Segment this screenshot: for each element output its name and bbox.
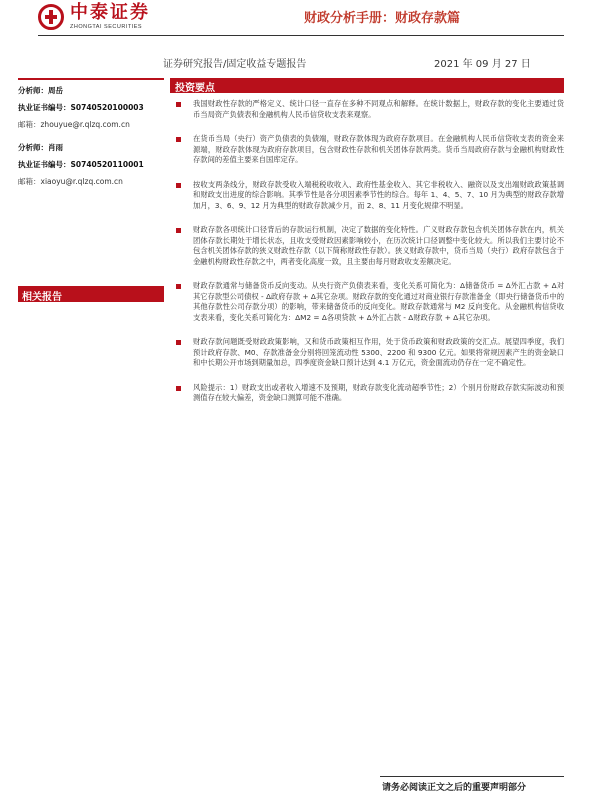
analyst-cert: S0740520100003 <box>70 102 144 112</box>
bullet-text: 按收支两条线分，财政存款受收入端税税收收入、政府性基金收入、其它非税收入、融资以及支出端财政政策基调和财政支出进度的综合影响。其季节性是各分项因素季节性的综合。每年 1、4、5、7、10 月为典型的财政存款增加月，3、6、9、12 月为典型的财政存款减少月，而 2、8、11 月变化规律不明显。 <box>193 179 564 210</box>
header-divider <box>38 35 564 36</box>
company-logo <box>38 3 150 31</box>
report-date: 2021 年 09 月 27 日 <box>434 59 531 70</box>
bullet-text: 财政存款各项统计口径背后的存款运行机制，决定了数据的变化特性。广义财政存款包含机关团体存款在内，机关团体存款长期处于增长状态，且收支受财政因素影响较小，在历次统计口径调整中变化较大。所以我们主要讨论不包含机关团体存款的狭义财政性存款（以下简称财政性存款）。狭义财政存款中，货币当局（央行）政府存款包含于金融机构财政性存款之中，两者变化高度一致，且主要由每月财政收支差额决定。 <box>193 225 564 266</box>
list-item <box>176 337 564 369</box>
bullet-square-icon <box>176 102 181 107</box>
list-item <box>176 225 564 267</box>
analyst-cert-row: 执业证书编号：S0740520110001 <box>18 159 144 169</box>
bullet-square-icon <box>176 386 181 391</box>
related-reports-title: 相关报告 <box>22 292 62 303</box>
list-item <box>176 134 564 166</box>
page-header <box>0 0 600 40</box>
footer-divider <box>380 776 564 777</box>
analyst-cert-row: 执业证书编号：S0740520100003 <box>18 102 144 112</box>
risk-warning-text: 风险提示：1）财政支出或者收入增速不及预期，财政存款变化流动超季节性；2）个别月份财政存款实际波动和预测值存在较大偏差，资金缺口测算可能不准确。 <box>193 382 564 402</box>
bullet-square-icon <box>176 137 181 142</box>
analyst-name: 周岳 <box>48 85 63 95</box>
analyst-name-row: 分析师：周岳 <box>18 85 63 95</box>
footer-disclaimer: 请务必阅读正文之后的重要声明部分 <box>382 783 527 793</box>
analyst-email-link[interactable]: xiaoyu@r.qlzq.com.cn <box>40 176 123 186</box>
analyst-email-link[interactable]: zhouyue@r.qlzq.com.cn <box>40 119 130 129</box>
key-points-content <box>176 99 564 418</box>
bullet-square-icon <box>176 228 181 233</box>
list-item <box>176 281 564 323</box>
analyst-name: 肖雨 <box>48 142 63 152</box>
logo-en-text: ZHONGTAI SECURITIES <box>70 24 143 30</box>
bullet-square-icon <box>176 183 181 188</box>
bullet-text: 我国财政性存款的严格定义、统计口径一直存在多种不同观点和解释。在统计数据上，财政存款的变化主要通过货币当局资产负债表和金融机构人民币信贷收支表来观察。 <box>193 99 564 119</box>
logo-cn-text: 中泰证券 <box>70 2 150 23</box>
bullet-text: 在货币当局（央行）资产负债表的负债端，财政存款体现为政府存款项目。在金融机构人民币信贷收支表的资金来源端，财政存款体现为政府存款项目，包含财政性存款和机关团体存款两类。货币当局政府存款与金融机构财政性存款间的差值主要来自国库定存。 <box>193 134 564 164</box>
key-points-title: 投资要点 <box>175 83 215 94</box>
logo-mark-icon <box>38 4 64 30</box>
bullet-text: 财政存款问题既受财政政策影响，又和货币政策相互作用，处于货币政策和财政政策的交汇点。展望四季度，我们预计政府存款、M0、存款准备金分别将回笼流动性 5300、2200 和 9300 亿元。如果将常规因素产生的资金缺口和中长期公开市场到期量加总，四季度资金缺口预计达到 4.1 万亿元，资金面流动仍存在一定不确定性。 <box>193 337 564 367</box>
list-item <box>176 383 564 404</box>
key-points-bar <box>170 78 564 93</box>
bullet-text: 财政存款通常与储备货币反向变动。从央行资产负债表来看，变化关系可简化为：Δ储备货币 = Δ外汇占款 + Δ对其它存款型公司债权 - Δ政府存款 + Δ其它杂项。财政存款的变化通过对商业银行存款准备金（即央行储备货币中的其他存款性公司存款分项）的影响，带来储备货币的反向变化。财政存款通常与 M2 反向变化。从金融机构信贷收支表来看，变化关系可简化为：ΔM2 = Δ各项贷款 + Δ外汇占款 - Δ财政存款 + Δ其它杂项。 <box>193 281 564 322</box>
analyst-email-row: 邮箱：xiaoyu@r.qlzq.com.cn <box>18 176 123 186</box>
analyst-name-row: 分析师：肖雨 <box>18 142 63 152</box>
sidebar-divider <box>18 78 164 80</box>
list-item <box>176 180 564 212</box>
report-title: 财政分析手册：财政存款篇 <box>304 11 461 26</box>
analyst-cert: S0740520110001 <box>70 159 144 169</box>
report-category: 证券研究报告/固定收益专题报告 <box>163 59 307 70</box>
bullet-square-icon <box>176 284 181 289</box>
analyst-email-row: 邮箱：zhouyue@r.qlzq.com.cn <box>18 119 130 129</box>
list-item <box>176 99 564 120</box>
bullet-square-icon <box>176 340 181 345</box>
analyst-sidebar <box>18 78 164 188</box>
